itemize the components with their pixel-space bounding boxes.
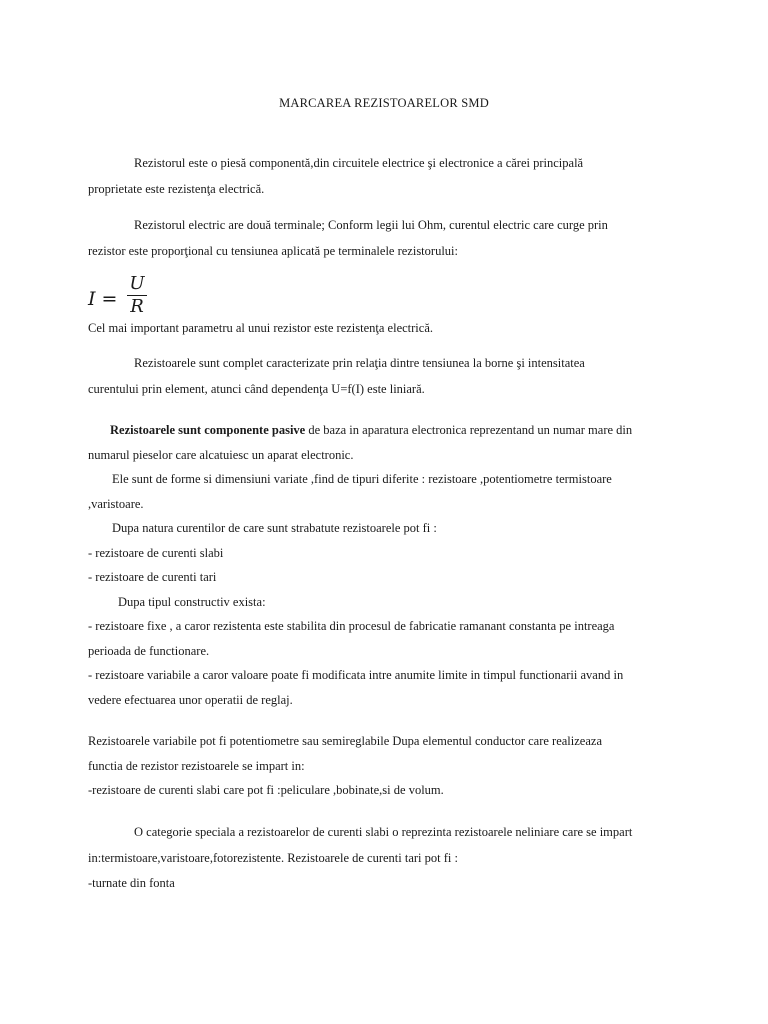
paragraph-3: Cel mai important parametru al unui rezistor este rezistenţa electrică. — [88, 321, 433, 335]
paragraph-10-line-3: -turnate din fonta — [88, 876, 175, 890]
list-2-line-4: vedere efectuarea unor operatii de reglaj. — [88, 693, 293, 707]
paragraph-8: Dupa tipul constructiv exista: — [118, 595, 266, 609]
formula-denominator: R — [130, 296, 144, 317]
paragraph-5-bold: Rezistoarele sunt componente pasive — [110, 423, 306, 437]
paragraph-5-line-1 — [110, 422, 632, 438]
paragraph-1-line-1: Rezistorul este o piesă componentă,din circuitele electrice şi electronice a cărei principală — [134, 156, 584, 170]
list-1-item-2: - rezistoare de curenti tari — [88, 570, 217, 584]
paragraph-4-line-1: Rezistoarele sunt complet caracterizate prin relaţia dintre tensiunea la borne şi intensitatea — [134, 356, 585, 370]
paragraph-2-line-2: rezistor este proporţional cu tensiunea aplicată pe terminalele rezistorului: — [88, 244, 458, 258]
paragraph-9-line-3: -rezistoare de curenti slabi care pot fi :peliculare ,bobinate,si de volum. — [88, 783, 444, 797]
paragraph-1-line-2: proprietate este rezistenţa electrică. — [88, 182, 265, 196]
document-title: MARCAREA REZISTOARELOR SMD — [279, 96, 489, 110]
formula-lhs: I = — [88, 288, 118, 310]
paragraph-6-line-1: Ele sunt de forme si dimensiuni variate ,find de tipuri diferite : rezistoare ,potentiometre termistoare — [112, 472, 612, 486]
formula-fraction — [126, 274, 148, 317]
paragraph-6-line-2: ,varistoare. — [88, 497, 144, 511]
list-2-line-3: - rezistoare variabile a caror valoare poate fi modificata intre anumite limite in timpul functionarii avand in — [88, 668, 624, 682]
paragraph-7: Dupa natura curentilor de care sunt strabatute rezistoarele pot fi : — [112, 521, 437, 535]
paragraph-9-line-1: Rezistoarele variabile pot fi potentiometre sau semireglabile Dupa elementul conductor care realizeaza — [88, 734, 602, 748]
list-2-line-1: - rezistoare fixe , a caror rezistenta este stabilita din procesul de fabricatie ramanant constanta pe intreaga — [88, 619, 615, 633]
paragraph-10-line-2: in:termistoare,varistoare,fotorezistente. Rezistoarele de curenti tari pot fi : — [88, 851, 458, 865]
paragraph-5-line-2: numarul pieselor care alcatuiesc un aparat electronic. — [88, 448, 354, 462]
paragraph-10-line-1: O categorie speciala a rezistoarelor de curenti slabi o reprezinta rezistoarele neliniare care se impart — [134, 825, 633, 839]
list-1-item-1: - rezistoare de curenti slabi — [88, 546, 224, 560]
list-2-line-2: perioada de functionare. — [88, 644, 210, 658]
paragraph-4-line-2: curentului prin element, atunci când dependenţa U=f(I) este liniară. — [88, 382, 425, 396]
paragraph-5-rest: de baza in aparatura electronica reprezentand un numar mare din — [305, 423, 633, 437]
formula-numerator: U — [129, 273, 145, 294]
paragraph-2-line-1: Rezistorul electric are două terminale; Conform legii lui Ohm, curentul electric care curge prin — [134, 218, 608, 232]
paragraph-9-line-2: functia de rezistor rezistoarele se impart in: — [88, 759, 305, 773]
